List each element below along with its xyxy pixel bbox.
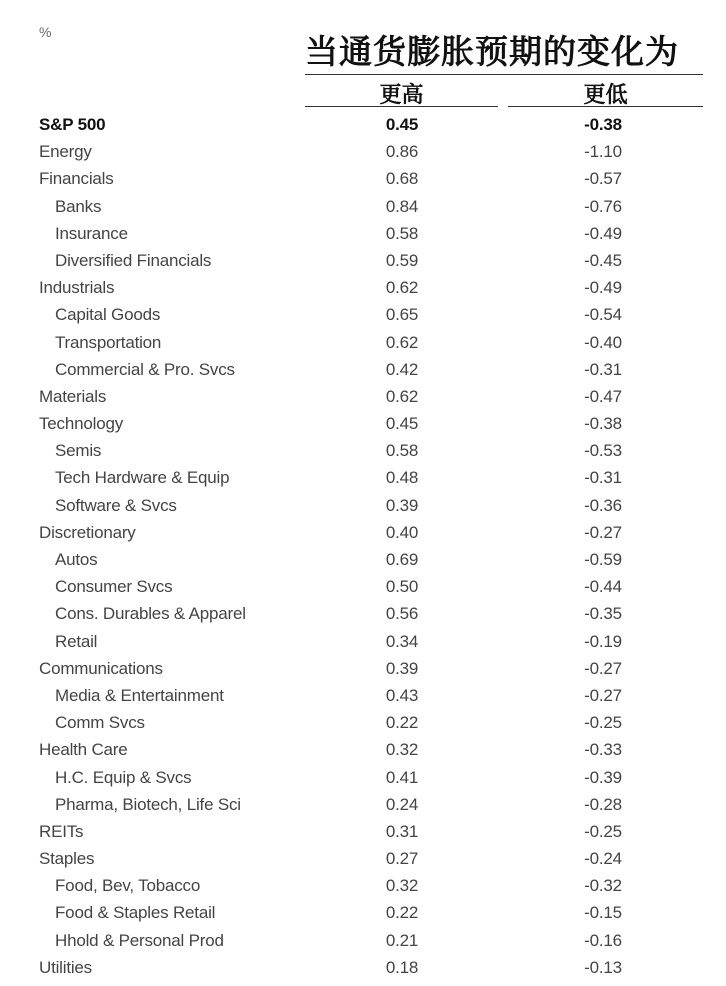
value-higher: 0.40 xyxy=(385,522,419,542)
table-row xyxy=(0,492,726,519)
row-label: Pharma, Biotech, Life Sci xyxy=(55,794,241,814)
table-row xyxy=(0,600,726,627)
table-row xyxy=(0,329,726,356)
row-label: Communications xyxy=(39,658,163,678)
row-label: Energy xyxy=(39,142,92,162)
row-label: Hhold & Personal Prod xyxy=(55,930,224,950)
row-label: Media & Entertainment xyxy=(55,685,224,705)
row-label: Diversified Financials xyxy=(55,250,212,270)
value-higher: 0.68 xyxy=(385,169,419,189)
value-lower: -0.47 xyxy=(584,386,622,406)
value-lower: -0.33 xyxy=(584,740,622,760)
table-row xyxy=(0,791,726,818)
value-lower: -0.54 xyxy=(584,305,622,325)
table-row xyxy=(0,138,726,165)
value-higher: 0.62 xyxy=(385,386,419,406)
table-row xyxy=(0,764,726,791)
row-label: Insurance xyxy=(55,223,128,243)
value-lower: -0.38 xyxy=(584,115,622,134)
value-higher: 0.59 xyxy=(385,250,419,270)
value-lower: -0.45 xyxy=(584,250,622,270)
row-label: Semis xyxy=(55,441,102,461)
value-higher: 0.32 xyxy=(385,740,419,760)
table-row xyxy=(0,410,726,437)
value-higher: 0.22 xyxy=(385,713,419,733)
value-higher: 0.50 xyxy=(385,577,419,597)
row-label: Staples xyxy=(39,849,95,869)
table-row xyxy=(0,247,726,274)
value-higher: 0.62 xyxy=(385,332,419,352)
value-higher: 0.34 xyxy=(385,631,419,651)
value-lower: -1.10 xyxy=(584,142,622,162)
value-lower: -0.35 xyxy=(584,604,622,624)
table-row xyxy=(0,193,726,220)
header-rule-lower xyxy=(508,106,703,107)
value-higher: 0.39 xyxy=(385,658,419,678)
value-higher: 0.27 xyxy=(385,849,419,869)
value-lower: -0.25 xyxy=(584,713,622,733)
table-row xyxy=(0,682,726,709)
header-rule-top xyxy=(305,74,703,75)
table-row xyxy=(0,111,726,138)
value-higher: 0.58 xyxy=(385,441,419,461)
row-label: Financials xyxy=(39,169,114,189)
value-higher: 0.31 xyxy=(385,821,419,841)
table-row xyxy=(0,736,726,763)
table-row xyxy=(0,927,726,954)
table-title: 当通货膨胀预期的变化为 xyxy=(305,32,679,71)
row-label: Comm Svcs xyxy=(55,713,145,733)
row-label: S&P 500 xyxy=(39,115,106,134)
value-lower: -0.19 xyxy=(584,631,622,651)
value-higher: 0.43 xyxy=(385,685,419,705)
unit-label: % xyxy=(39,24,52,40)
value-lower: -0.49 xyxy=(584,278,622,298)
sector-table xyxy=(0,111,726,981)
value-higher: 0.84 xyxy=(385,196,419,216)
value-higher: 0.45 xyxy=(385,115,419,134)
value-lower: -0.27 xyxy=(584,685,622,705)
value-higher: 0.24 xyxy=(385,794,419,814)
table-row xyxy=(0,437,726,464)
table-row xyxy=(0,818,726,845)
row-label: Capital Goods xyxy=(55,305,161,325)
table-row xyxy=(0,301,726,328)
table-row xyxy=(0,165,726,192)
value-lower: -0.38 xyxy=(584,414,622,434)
column-header-lower: 更低 xyxy=(583,83,628,108)
table-row xyxy=(0,845,726,872)
value-lower: -0.16 xyxy=(584,930,622,950)
row-label: Materials xyxy=(39,386,107,406)
value-lower: -0.28 xyxy=(584,794,622,814)
value-higher: 0.86 xyxy=(385,142,419,162)
value-higher: 0.45 xyxy=(385,414,419,434)
row-label: Health Care xyxy=(39,740,128,760)
table-row xyxy=(0,356,726,383)
row-label: Food, Bev, Tobacco xyxy=(55,876,201,896)
table-row xyxy=(0,899,726,926)
value-lower: -0.44 xyxy=(584,577,622,597)
value-higher: 0.42 xyxy=(385,359,419,379)
table-row xyxy=(0,274,726,301)
value-lower: -0.31 xyxy=(584,359,622,379)
value-lower: -0.27 xyxy=(584,658,622,678)
value-lower: -0.13 xyxy=(584,957,622,977)
header-rule-higher xyxy=(305,106,498,107)
value-lower: -0.57 xyxy=(584,169,622,189)
value-lower: -0.27 xyxy=(584,522,622,542)
value-lower: -0.25 xyxy=(584,821,622,841)
table-row xyxy=(0,628,726,655)
row-label: Transportation xyxy=(55,332,162,352)
value-lower: -0.32 xyxy=(584,876,622,896)
table-row xyxy=(0,709,726,736)
value-higher: 0.48 xyxy=(385,468,419,488)
value-higher: 0.56 xyxy=(385,604,419,624)
row-label: Technology xyxy=(39,414,124,434)
value-higher: 0.39 xyxy=(385,495,419,515)
table-row xyxy=(0,383,726,410)
value-higher: 0.32 xyxy=(385,876,419,896)
value-higher: 0.41 xyxy=(385,767,419,787)
row-label: Autos xyxy=(55,550,98,569)
row-label: Utilities xyxy=(39,957,92,977)
value-lower: -0.24 xyxy=(584,849,622,869)
value-higher: 0.62 xyxy=(385,278,419,298)
value-lower: -0.59 xyxy=(584,550,622,569)
row-label: Food & Staples Retail xyxy=(55,903,216,923)
table-row xyxy=(0,573,726,600)
row-label: H.C. Equip & Svcs xyxy=(55,767,192,787)
row-label: Cons. Durables & Apparel xyxy=(55,604,246,624)
row-label: Retail xyxy=(55,631,98,651)
table-row xyxy=(0,954,726,981)
row-label: REITs xyxy=(39,821,84,841)
row-label: Consumer Svcs xyxy=(55,577,173,597)
value-lower: -0.36 xyxy=(584,495,622,515)
value-higher: 0.21 xyxy=(385,930,419,950)
table-row xyxy=(0,655,726,682)
row-label: Industrials xyxy=(39,278,115,298)
value-higher: 0.69 xyxy=(385,550,419,569)
value-higher: 0.18 xyxy=(385,957,419,977)
table-row xyxy=(0,464,726,491)
table-row xyxy=(0,220,726,247)
value-lower: -0.76 xyxy=(584,196,622,216)
table-row xyxy=(0,519,726,546)
column-header-higher: 更高 xyxy=(379,83,424,108)
row-label: Banks xyxy=(55,196,102,216)
value-higher: 0.58 xyxy=(385,223,419,243)
row-label: Software & Svcs xyxy=(55,495,177,515)
table-row xyxy=(0,872,726,899)
value-lower: -0.40 xyxy=(584,332,622,352)
value-lower: -0.31 xyxy=(584,468,622,488)
row-label: Tech Hardware & Equip xyxy=(55,468,230,488)
value-lower: -0.53 xyxy=(584,441,622,461)
value-higher: 0.65 xyxy=(385,305,419,325)
table-row xyxy=(0,546,726,573)
row-label: Discretionary xyxy=(39,522,136,542)
value-lower: -0.15 xyxy=(584,903,622,923)
value-lower: -0.49 xyxy=(584,223,622,243)
row-label: Commercial & Pro. Svcs xyxy=(55,359,235,379)
value-higher: 0.22 xyxy=(385,903,419,923)
value-lower: -0.39 xyxy=(584,767,622,787)
